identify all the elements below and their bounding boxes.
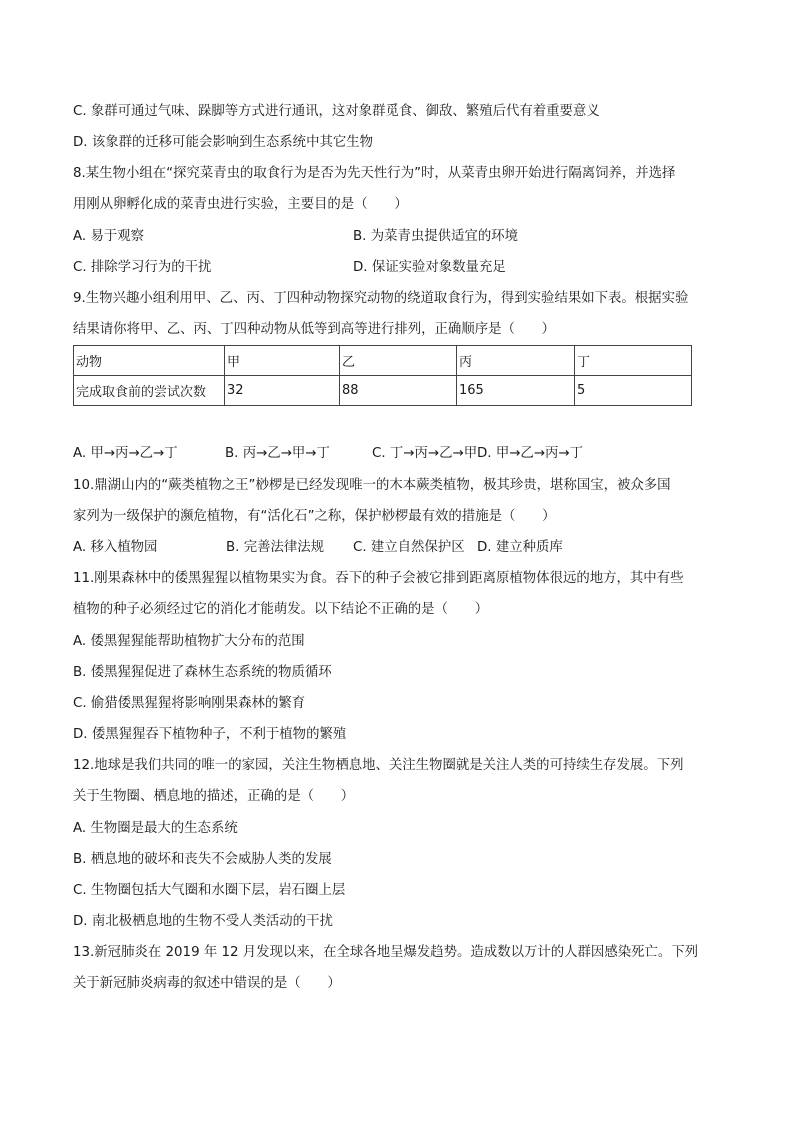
table-cell: 165 [457,376,575,406]
q13-stem-line2: 关于新冠肺炎病毒的叙述中错误的是（ ） [73,976,341,991]
q9-option-a: A. 甲→丙→乙→丁 [73,446,178,461]
q12-option-d: D. 南北极栖息地的生物不受人类活动的干扰 [73,914,333,929]
table-cell: 88 [340,376,457,406]
q11-option-c: C. 偷猎倭黑猩猩将影响刚果森林的繁育 [73,696,306,711]
q9-stem-line2: 结果请你将甲、乙、丙、丁四种动物从低等到高等进行排列，正确顺序是（ ） [73,322,556,337]
q9-options [73,444,733,464]
q9-option-c: C. 丁→丙→乙→甲 [372,446,478,461]
q7-option-c: C. 象群可通过气味、跺脚等方式进行通讯，这对象群觅食、御敌、繁殖后代有着重要意义 [73,104,600,119]
table-cell: 完成取食前的尝试次数 [74,376,225,406]
q9-option-d: D. 甲→乙→丙→丁 [477,446,584,461]
q8-option-a: A. 易于观察 [73,229,144,244]
q8-stem-line2: 用刚从卵孵化成的菜青虫进行实验，主要目的是（ ） [73,197,408,212]
table-header-cell: 丁 [575,346,692,376]
q8-option-d: D. 保证实验对象数量充足 [353,260,506,275]
q11-option-b: B. 倭黑猩猩促进了森林生态系统的物质循环 [73,665,332,680]
q12-option-b: B. 栖息地的破坏和丧失不会威胁人类的发展 [73,852,332,867]
q10-option-c: C. 建立自然保护区 [353,540,465,555]
q10-option-a: A. 移入植物园 [73,540,158,555]
table-cell: 32 [225,376,340,406]
q12-stem-line2: 关于生物圈、栖息地的描述，正确的是（ ） [73,789,355,804]
q10-stem-line1: 10.鼎湖山内的“蕨类植物之王”桫椤是已经发现唯一的木本蕨类植物，极其珍贵，堪称国宝，被众多国 [73,478,671,493]
q8-options-row1 [73,227,733,247]
q10-options [73,538,733,558]
table-header-cell: 丙 [457,346,575,376]
table-header-cell: 乙 [340,346,457,376]
q8-stem-line1: 8.某生物小组在“探究菜青虫的取食行为是否为先天性行为”时，从菜青虫卵开始进行隔离饲养，并选择 [73,166,676,181]
q7-option-d: D. 该象群的迁移可能会影响到生态系统中其它生物 [73,135,374,150]
table-row [74,376,692,406]
q8-options-row2 [73,258,733,278]
table-cell: 5 [575,376,692,406]
q13-stem-line1: 13.新冠肺炎在 2019 年 12 月发现以来，在全球各地呈爆发趋势。造成数以万计的人群因感染死亡。下列 [73,945,699,960]
table-row [74,346,692,376]
q11-option-d: D. 倭黑猩猩吞下植物种子，不利于植物的繁殖 [73,727,347,742]
q11-stem-line1: 11.刚果森林中的倭黑猩猩以植物果实为食。吞下的种子会被它排到距离原植物体很远的地方，其中有些 [73,571,684,586]
q12-option-c: C. 生物圈包括大气圈和水圈下层，岩石圈上层 [73,883,346,898]
table-header-cell: 动物 [74,346,225,376]
q12-stem-line1: 12.地球是我们共同的唯一的家园，关注生物栖息地、关注生物圈就是关注人类的可持续生存发展。下列 [73,758,684,773]
q9-results-table [73,345,692,406]
q12-option-a: A. 生物圈是最大的生态系统 [73,821,238,836]
q11-option-a: A. 倭黑猩猩能帮助植物扩大分布的范围 [73,634,305,649]
q8-option-c: C. 排除学习行为的干扰 [73,260,212,275]
q10-stem-line2: 家列为一级保护的濒危植物，有“活化石”之称，保护桫椤最有效的措施是（ ） [73,509,556,524]
q9-option-b: B. 丙→乙→甲→丁 [225,446,330,461]
q9-stem-line1: 9.生物兴趣小组利用甲、乙、丙、丁四种动物探究动物的绕道取食行为，得到实验结果如下表。根据实验 [73,291,689,306]
q10-option-b: B. 完善法律法规 [226,540,325,555]
table-header-cell: 甲 [225,346,340,376]
q10-option-d: D. 建立种质库 [477,540,563,555]
q8-option-b: B. 为菜青虫提供适宜的环境 [353,229,518,244]
q11-stem-line2: 植物的种子必须经过它的消化才能萌发。以下结论不正确的是（ ） [73,602,489,617]
